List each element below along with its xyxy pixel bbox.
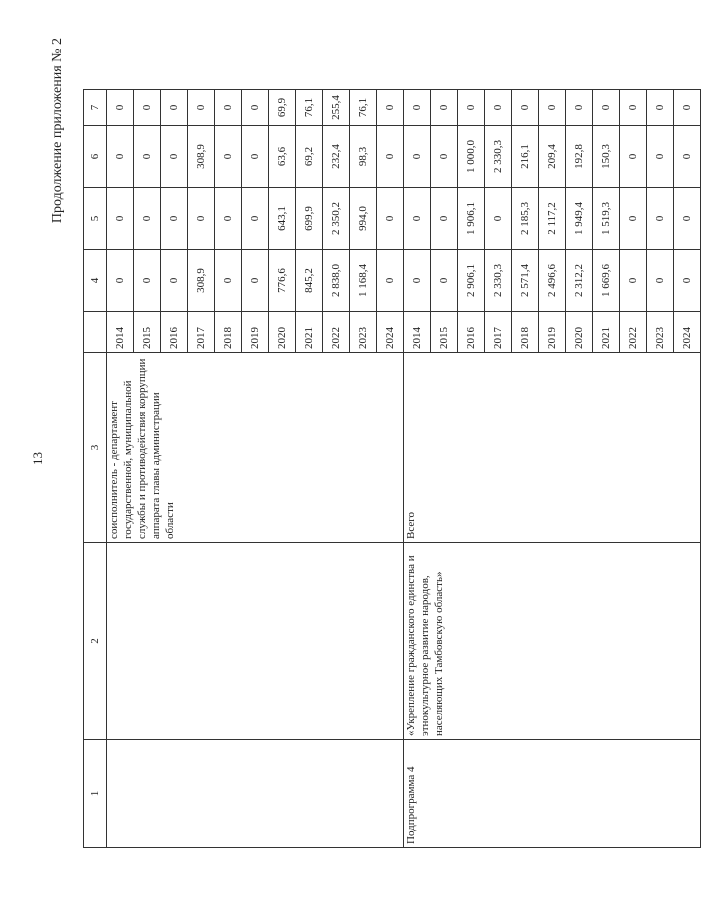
amount-cell: 0 xyxy=(404,90,431,126)
amount-cell: 1 906,1 xyxy=(458,188,485,250)
amount-cell: 192,8 xyxy=(566,126,593,188)
column-number: 3 xyxy=(84,353,107,543)
year-cell: 2014 xyxy=(404,312,431,353)
amount-cell: 2 906,1 xyxy=(458,250,485,312)
amount-cell: 0 xyxy=(620,188,647,250)
year-cell: 2016 xyxy=(458,312,485,353)
amount-cell: 2 185,3 xyxy=(512,188,539,250)
amount-cell: 0 xyxy=(134,250,161,312)
page-number: 13 xyxy=(30,452,45,465)
year-cell: 2021 xyxy=(593,312,620,353)
amount-cell: 0 xyxy=(620,90,647,126)
amount-cell: 0 xyxy=(674,250,701,312)
year-cell: 2020 xyxy=(566,312,593,353)
amount-cell: 0 xyxy=(647,188,674,250)
program-title-cell xyxy=(107,543,404,740)
amount-cell: 2 838,0 xyxy=(323,250,350,312)
year-cell: 2023 xyxy=(350,312,377,353)
table-body xyxy=(107,90,701,848)
amount-cell: 994,0 xyxy=(350,188,377,250)
amount-cell: 0 xyxy=(566,90,593,126)
amount-cell: 0 xyxy=(242,126,269,188)
amount-cell: 0 xyxy=(107,90,134,126)
amount-cell: 0 xyxy=(647,250,674,312)
amount-cell: 0 xyxy=(188,188,215,250)
amount-cell: 2 350,2 xyxy=(323,188,350,250)
amount-cell: 0 xyxy=(161,250,188,312)
amount-cell: 2 571,4 xyxy=(512,250,539,312)
year-cell: 2020 xyxy=(269,312,296,353)
amount-cell: 76,1 xyxy=(296,90,323,126)
amount-cell: 0 xyxy=(377,126,404,188)
amount-cell: 0 xyxy=(431,188,458,250)
year-cell: 2014 xyxy=(107,312,134,353)
amount-cell: 0 xyxy=(431,90,458,126)
amount-cell: 1 949,4 xyxy=(566,188,593,250)
amount-cell: 216,1 xyxy=(512,126,539,188)
amount-cell: 0 xyxy=(485,188,512,250)
executor-cell: соисполнитель - департамент государственной, муниципальной службы и противодействия коррупции аппарата главы администрации области xyxy=(107,353,404,543)
amount-cell: 0 xyxy=(161,188,188,250)
amount-cell: 98,3 xyxy=(350,126,377,188)
amount-cell: 76,1 xyxy=(350,90,377,126)
amount-cell: 776,6 xyxy=(269,250,296,312)
column-number: 7 xyxy=(84,90,107,126)
amount-cell: 0 xyxy=(512,90,539,126)
column-number: 1 xyxy=(84,740,107,848)
amount-cell: 0 xyxy=(215,90,242,126)
amount-cell: 63,6 xyxy=(269,126,296,188)
column-number: 6 xyxy=(84,126,107,188)
amount-cell: 1 519,3 xyxy=(593,188,620,250)
amount-cell: 0 xyxy=(404,126,431,188)
amount-cell: 0 xyxy=(134,188,161,250)
amount-cell: 0 xyxy=(215,188,242,250)
column-number xyxy=(84,312,107,353)
executor-cell: Всего xyxy=(404,353,701,543)
column-number: 5 xyxy=(84,188,107,250)
amount-cell: 0 xyxy=(647,90,674,126)
amount-cell: 0 xyxy=(620,126,647,188)
funding-table xyxy=(83,89,701,848)
amount-cell: 0 xyxy=(107,126,134,188)
amount-cell: 1 000,0 xyxy=(458,126,485,188)
amount-cell: 308,9 xyxy=(188,250,215,312)
amount-cell: 1 168,4 xyxy=(350,250,377,312)
year-cell: 2024 xyxy=(674,312,701,353)
amount-cell: 0 xyxy=(431,250,458,312)
amount-cell: 150,3 xyxy=(593,126,620,188)
amount-cell: 0 xyxy=(242,250,269,312)
amount-cell: 0 xyxy=(161,126,188,188)
year-cell: 2019 xyxy=(242,312,269,353)
table-row xyxy=(404,90,431,848)
amount-cell: 1 669,6 xyxy=(593,250,620,312)
year-cell: 2015 xyxy=(431,312,458,353)
amount-cell: 0 xyxy=(107,250,134,312)
amount-cell: 0 xyxy=(539,90,566,126)
column-number: 4 xyxy=(84,250,107,312)
column-number: 2 xyxy=(84,543,107,740)
amount-cell: 69,9 xyxy=(269,90,296,126)
amount-cell: 0 xyxy=(647,126,674,188)
table-row xyxy=(107,90,134,848)
year-cell: 2022 xyxy=(323,312,350,353)
amount-cell: 0 xyxy=(242,90,269,126)
amount-cell: 0 xyxy=(431,126,458,188)
year-cell: 2024 xyxy=(377,312,404,353)
amount-cell: 845,2 xyxy=(296,250,323,312)
year-cell: 2016 xyxy=(161,312,188,353)
amount-cell: 699,9 xyxy=(296,188,323,250)
year-cell: 2018 xyxy=(215,312,242,353)
amount-cell: 0 xyxy=(134,90,161,126)
amount-cell: 2 496,6 xyxy=(539,250,566,312)
program-label-cell: Подпрограмма 4 xyxy=(404,740,701,848)
year-cell: 2015 xyxy=(134,312,161,353)
year-cell: 2017 xyxy=(485,312,512,353)
year-cell: 2023 xyxy=(647,312,674,353)
amount-cell: 0 xyxy=(377,250,404,312)
amount-cell: 643,1 xyxy=(269,188,296,250)
amount-cell: 0 xyxy=(215,250,242,312)
amount-cell: 232,4 xyxy=(323,126,350,188)
program-label-cell xyxy=(107,740,404,848)
year-cell: 2018 xyxy=(512,312,539,353)
amount-cell: 0 xyxy=(404,188,431,250)
amount-cell: 2 330,3 xyxy=(485,126,512,188)
amount-cell: 0 xyxy=(134,126,161,188)
year-cell: 2022 xyxy=(620,312,647,353)
amount-cell: 0 xyxy=(107,188,134,250)
amount-cell: 209,4 xyxy=(539,126,566,188)
amount-cell: 69,2 xyxy=(296,126,323,188)
amount-cell: 0 xyxy=(242,188,269,250)
amount-cell: 0 xyxy=(404,250,431,312)
continuation-label: Продолжение приложения № 2 xyxy=(50,38,65,224)
column-number-row xyxy=(84,90,107,848)
program-title-cell: «Укрепление гражданского единства и этнокультурное развитие народов, населяющих Тамбовскую область» xyxy=(404,543,701,740)
year-cell: 2019 xyxy=(539,312,566,353)
amount-cell: 2 330,3 xyxy=(485,250,512,312)
amount-cell: 0 xyxy=(674,90,701,126)
amount-cell: 2 117,2 xyxy=(539,188,566,250)
year-cell: 2017 xyxy=(188,312,215,353)
amount-cell: 255,4 xyxy=(323,90,350,126)
amount-cell: 0 xyxy=(215,126,242,188)
amount-cell: 0 xyxy=(458,90,485,126)
amount-cell: 308,9 xyxy=(188,126,215,188)
amount-cell: 2 312,2 xyxy=(566,250,593,312)
amount-cell: 0 xyxy=(620,250,647,312)
amount-cell: 0 xyxy=(377,188,404,250)
year-cell: 2021 xyxy=(296,312,323,353)
amount-cell: 0 xyxy=(485,90,512,126)
amount-cell: 0 xyxy=(161,90,188,126)
amount-cell: 0 xyxy=(377,90,404,126)
amount-cell: 0 xyxy=(674,126,701,188)
amount-cell: 0 xyxy=(674,188,701,250)
amount-cell: 0 xyxy=(593,90,620,126)
amount-cell: 0 xyxy=(188,90,215,126)
